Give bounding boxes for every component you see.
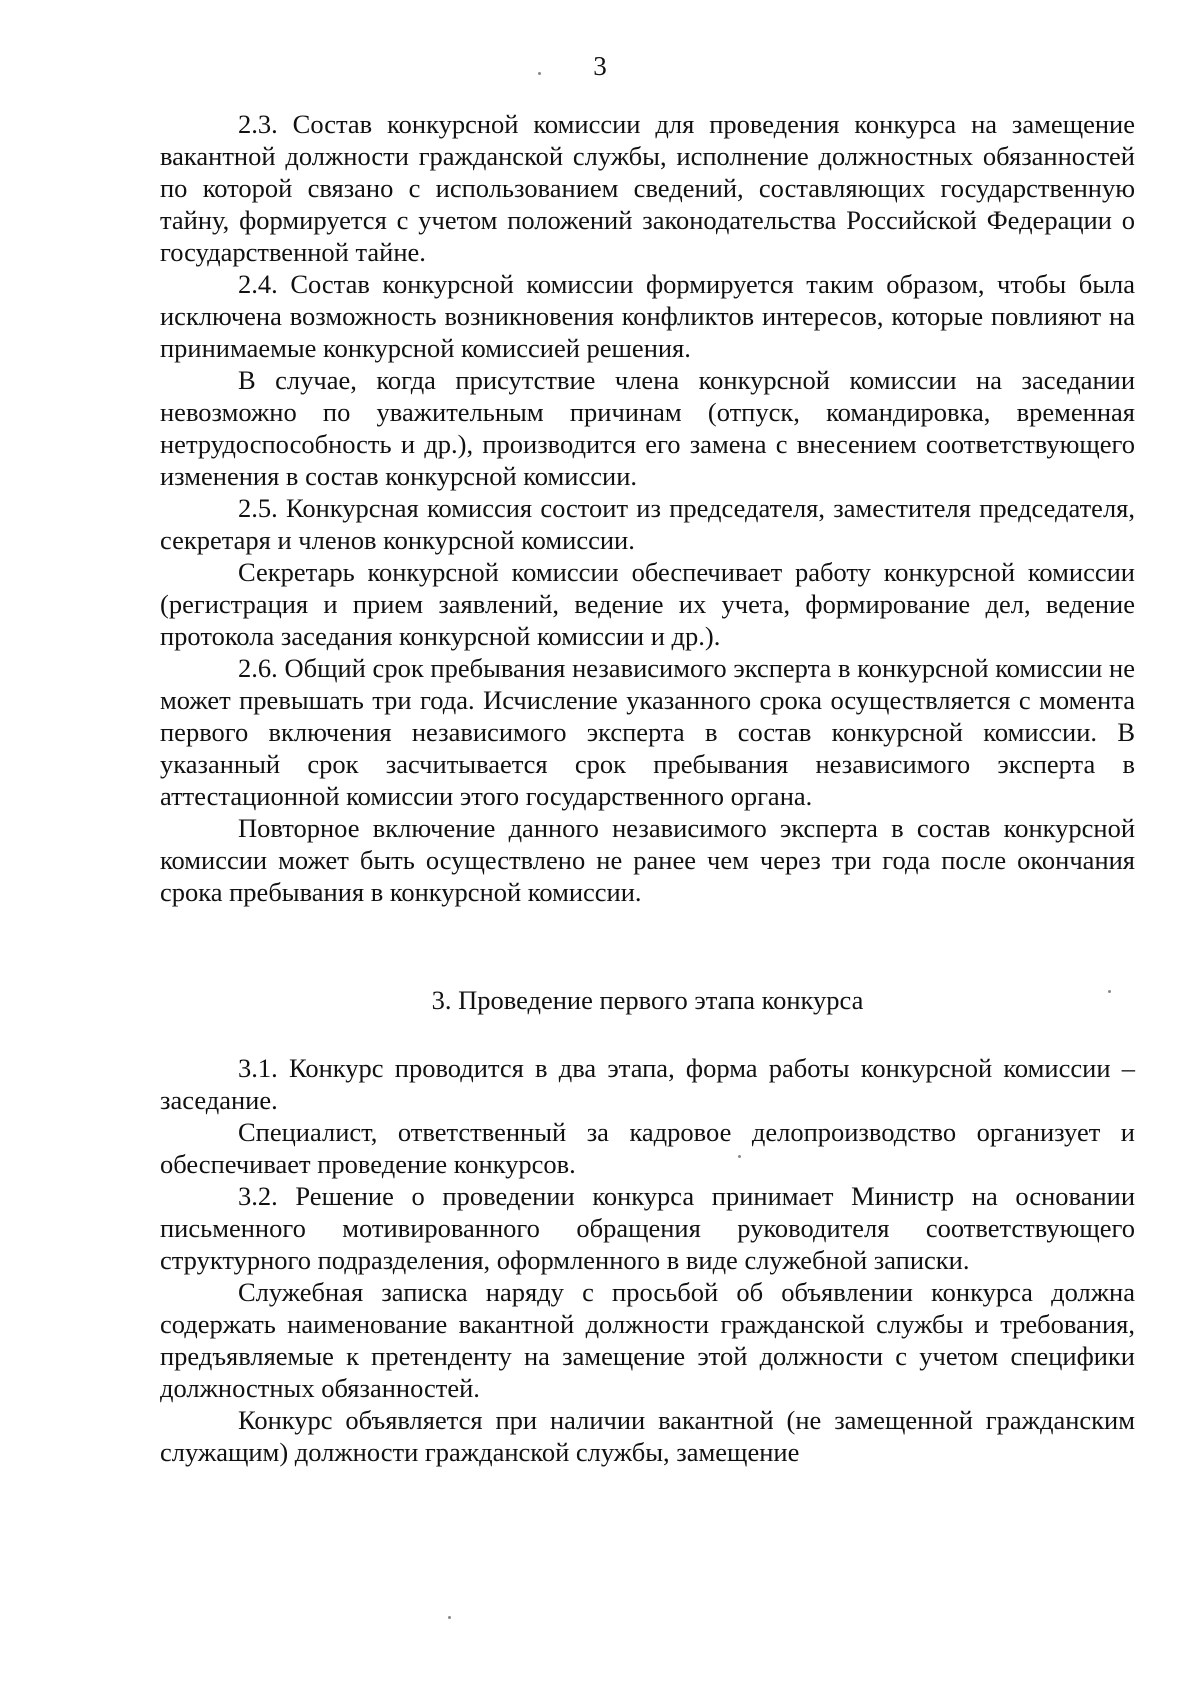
page-number: 3 [593,51,607,81]
paragraph-2-6: 2.6. Общий срок пребывания независимого эксперта в конкурсной комиссии не может превышать три года. Исчисление указанного срока осуществляется с момента первого включения независимого эксперта в состав конкурсной комиссии. В указанный срок засчитывается срок пребывания независимого эксперта в аттестационной комиссии этого государственного органа. [160,653,1135,811]
section-heading: 3. Проведение первого этапа конкурса [431,985,864,1015]
paragraph-member-replacement: В случае, когда присутствие члена конкурсной комиссии на заседании невозможно по уважительным причинам (отпуск, командировка, временная нетрудоспособность и др.), производится его замена с внесением соответствующего изменения в состав конкурсной комиссии. [160,365,1135,491]
paragraph-2-3: 2.3. Состав конкурсной комиссии для проведения конкурса на замещение вакантной должности гражданской службы, исполнение должностных обязанностей по которой связано с использованием сведений, составляющих государственную тайну, формируется с учетом положений законодательства Российской Федерации о государственной тайне. [160,109,1135,267]
paragraph-3-2: 3.2. Решение о проведении конкурса принимает Министр на основании письменного мотивированного обращения руководителя соответствующего структурного подразделения, оформленного в виде служебной записки. [160,1181,1135,1275]
paragraph-announcement: Конкурс объявляется при наличии вакантной (не замещенной гражданским служащим) должности гражданской службы, замещение [160,1405,1135,1467]
document-body [160,108,1135,1468]
paragraph-repeat-inclusion: Повторное включение данного независимого эксперта в состав конкурсной комиссии может быть осуществлено не ранее чем через три года после окончания срока пребывания в конкурсной комиссии. [160,813,1135,907]
paragraph-2-4: 2.4. Состав конкурсной комиссии формируется таким образом, чтобы была исключена возможность возникновения конфликтов интересов, которые повлияют на принимаемые конкурсной комиссией решения. [160,269,1135,363]
paragraph-3-1: 3.1. Конкурс проводится в два этапа, форма работы конкурсной комиссии – заседание. [160,1053,1135,1115]
scan-speck [738,1155,741,1158]
paragraph-memo: Служебная записка наряду с просьбой об объявлении конкурса должна содержать наименование вакантной должности гражданской службы и требования, предъявляемые к претенденту на замещение этой должности с учетом специфики должностных обязанностей. [160,1277,1135,1403]
paragraph-hr-specialist: Специалист, ответственный за кадровое делопроизводство организует и обеспечивает проведение конкурсов. [160,1117,1135,1179]
scan-speck [538,72,541,75]
paragraph-secretary: Секретарь конкурсной комиссии обеспечивает работу конкурсной комиссии (регистрация и прием заявлений, ведение их учета, формирование дел, ведение протокола заседания конкурсной комиссии и др.). [160,557,1135,651]
paragraph-2-5: 2.5. Конкурсная комиссия состоит из председателя, заместителя председателя, секретаря и членов конкурсной комиссии. [160,493,1135,555]
scan-speck [1108,990,1111,993]
scan-speck [448,1616,451,1619]
